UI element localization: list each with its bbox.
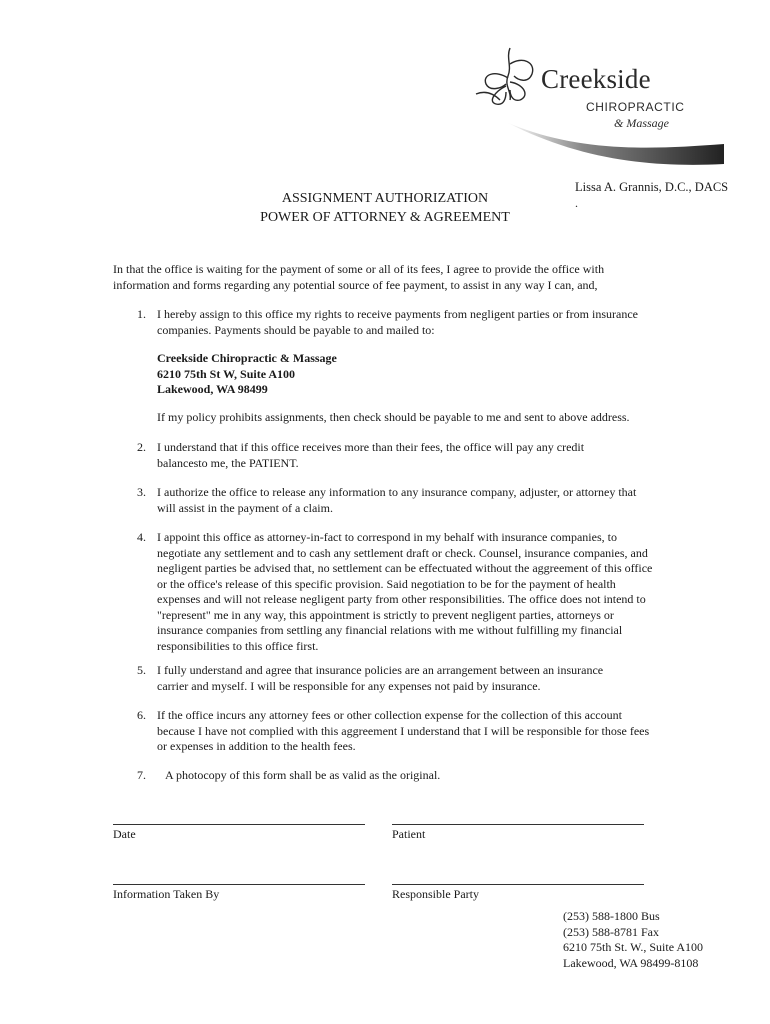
item-text: I appoint this office as attorney-in-fact to correspond in my behalf with insurance companies, to negotiate any settlement and to cash any settlement draft or check. Counsel, insurance companies, and negligent parties be advised that, no settlement can be effectuated without the aggreement of this office or the office's release of this specific provision. Said negotiation to be for the payment of health expenses and will not release negligent party from other responsibilities. The office does not intend to "represent" me in any way, this appointment is strictly to prevent negligent parties, attorneys or insurance companies from settling any financial relations with me without fulfilling my financial responsibilities to this office first. [157, 530, 653, 653]
item-text: A photocopy of this form shall be as valid as the original. [165, 768, 441, 782]
item-number: 1. [137, 307, 146, 321]
city-address: Lakewood, WA 98499-8108 [563, 955, 699, 970]
street-address: 6210 75th St. W., Suite A100 [563, 940, 704, 954]
item-text: I understand that if this office receives more than their fees, the office will pay any credit balancesto me, the PATIENT. [157, 440, 585, 470]
policy-note: If my policy prohibits assignments, then check should be payable to me and sent to above address. [157, 410, 630, 424]
patient-label: Patient [392, 827, 426, 841]
address-line: Creekside Chiropractic & Massage [157, 351, 337, 365]
phone-number: (253) 588-1800 Bus [563, 909, 660, 923]
item-text: I fully understand and agree that insurance policies are an arrangement between an insurance carrier and myself. I will be responsible for any expenses not paid by insurance. [157, 663, 604, 693]
responsible-party-label: Responsible Party [392, 887, 479, 901]
logo-subtitle: CHIROPRACTIC [586, 100, 685, 114]
date-label: Date [113, 827, 136, 841]
patient-signature-line [392, 824, 644, 825]
logo-tagline: & Massage [614, 116, 669, 130]
fax-number: (253) 588-8781 Fax [563, 924, 659, 939]
address-line: Lakewood, WA 98499 [157, 382, 268, 396]
taken-by-label: Information Taken By [113, 887, 220, 901]
document-subtitle: POWER OF ATTORNEY & AGREEMENT [260, 210, 510, 225]
item-text: If the office incurs any attorney fees or other collection expense for the collection of this account because I have not complied with this aggreement I understand that I will be responsible for those fees or expenses in addition to the health fees. [157, 708, 650, 753]
taken-by-signature-line [113, 884, 365, 885]
logo-name: Creekside [541, 64, 651, 94]
item-number: 6. [137, 708, 146, 722]
responsible-signature-line [392, 884, 644, 885]
document-title: ASSIGNMENT AUTHORIZATION [281, 191, 489, 206]
mailing-address [157, 351, 337, 398]
doctor-dot: . [575, 196, 578, 210]
butterfly-icon [476, 48, 533, 104]
item-text: I authorize the office to release any information to any insurance company, adjuster, or attorney that will assist in the payment of a claim. [157, 485, 637, 515]
doctor-name: Lissa A. Grannis, D.C., DACS [575, 180, 729, 194]
date-signature-line [113, 824, 365, 825]
item-number: 3. [137, 485, 146, 499]
intro-paragraph: In that the office is waiting for the payment of some or all of its fees, I agree to provide the office with information and forms regarding any potential source of fee payment, to assist in any way I can, and, [113, 262, 605, 292]
contact-block [563, 909, 703, 971]
item-number: 4. [137, 530, 146, 544]
item-number: 7. [137, 768, 146, 782]
item-text: I hereby assign to this office my rights to receive payments from negligent parties or from insurance companies. Payments should be payable to and mailed to: [157, 307, 638, 337]
address-line: 6210 75th St W, Suite A100 [157, 366, 296, 381]
item-number: 2. [137, 440, 146, 454]
item-number: 5. [137, 663, 146, 677]
